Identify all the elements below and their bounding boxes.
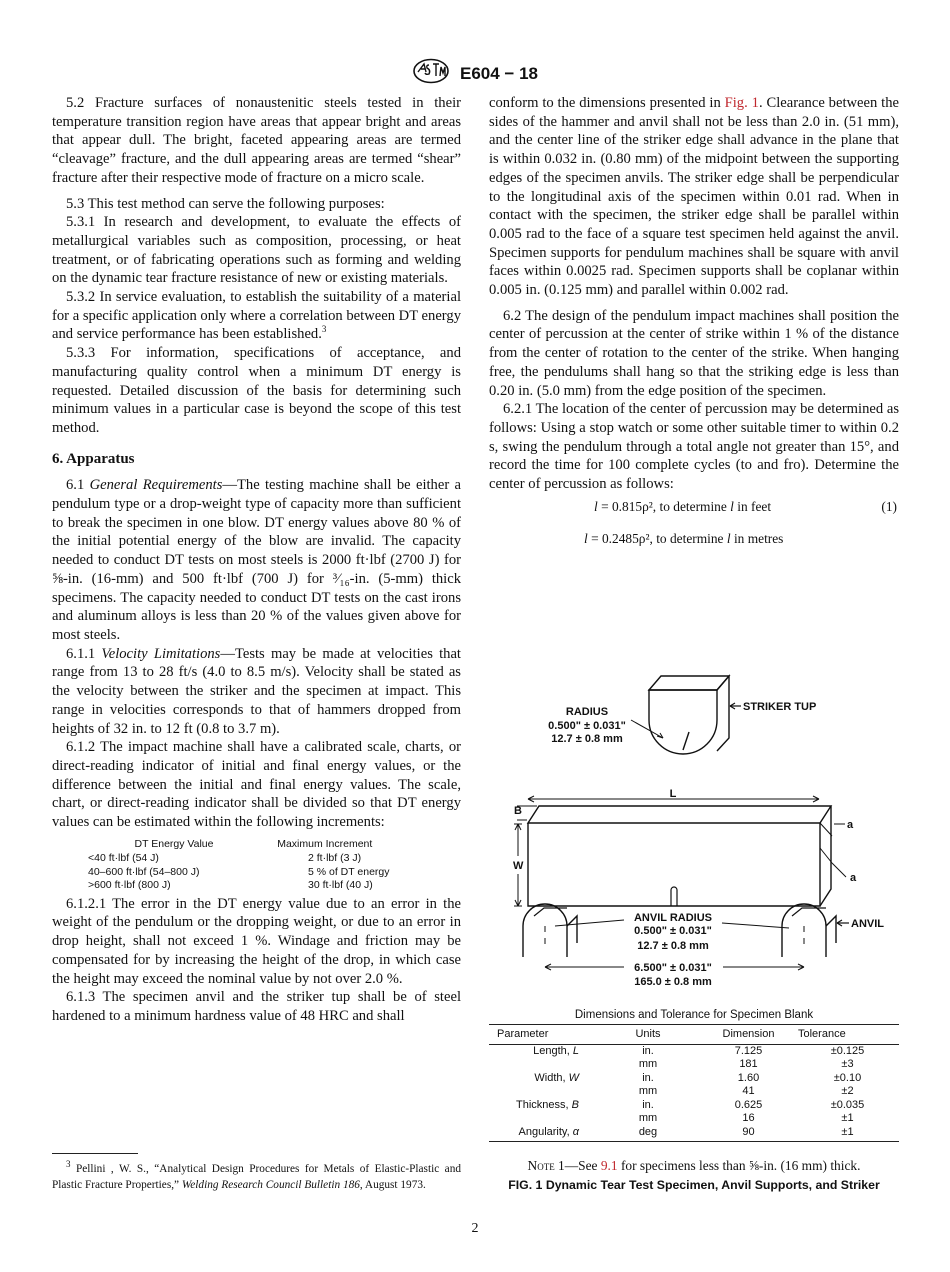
dims-param-text: Thickness, bbox=[516, 1098, 572, 1111]
width-symbol: W bbox=[513, 860, 524, 872]
table-row bbox=[489, 1126, 899, 1142]
span-in-label: 6.500" ± 0.031" bbox=[634, 962, 712, 974]
section-6-1-1-title: Velocity Limitations bbox=[101, 645, 221, 662]
striker-tup-drawing bbox=[631, 676, 741, 754]
equation-2 bbox=[489, 526, 899, 558]
section-heading-apparatus: 6. Apparatus bbox=[52, 450, 135, 467]
section-5-2: 5.2 Fracture surfaces of nonaustenitic steels tested in their temperature transition region have areas that appear bright and areas that appear dull. The bright, faceted appearing areas are termed “cleavage” fracture, and the dull appearing areas are termed “shear” fracture after their respective mode of fracture on a micro scale. bbox=[52, 95, 461, 186]
table-row bbox=[88, 879, 390, 893]
equation-expression: = 0.2485ρ², to determine bbox=[587, 530, 727, 546]
table-row bbox=[489, 1112, 899, 1126]
increment-value: 40–600 ft·lbf (54–800 J) bbox=[88, 865, 200, 878]
section-6-1-3-continued bbox=[489, 94, 899, 300]
dims-param bbox=[489, 1072, 595, 1086]
footnote bbox=[52, 1159, 461, 1193]
left-column bbox=[52, 94, 461, 1026]
dims-param bbox=[489, 1058, 595, 1072]
footnote-divider bbox=[52, 1153, 138, 1154]
right-column bbox=[489, 94, 899, 558]
increments-header-inc: Maximum Increment bbox=[277, 837, 373, 850]
dims-param bbox=[489, 1099, 595, 1113]
anvil-radius-mm-label: 12.7 ± 0.8 mm bbox=[637, 940, 709, 952]
table-row bbox=[88, 852, 390, 866]
dims-unit: in. bbox=[642, 1071, 654, 1084]
section-6-1-3: 6.1.3 The specimen anvil and the striker tup shall be of steel hardened to a minimum hardness value of 48 HRC and shall bbox=[52, 989, 461, 1024]
figure-note bbox=[489, 1158, 899, 1174]
dims-param bbox=[489, 1126, 595, 1142]
angularity-symbol-side: a bbox=[850, 872, 857, 884]
dims-unit: deg bbox=[595, 1126, 701, 1142]
dims-param bbox=[489, 1112, 595, 1126]
dims-tolerance: ±2 bbox=[841, 1085, 854, 1097]
equation-variable: l bbox=[726, 530, 731, 546]
dims-unit: in. bbox=[642, 1044, 654, 1057]
dims-unit: mm bbox=[638, 1112, 658, 1124]
dims-table-title: Dimensions and Tolerance for Specimen Blank bbox=[574, 1009, 814, 1021]
dims-dimension: 1.60 bbox=[737, 1071, 760, 1084]
angularity-symbol-top: a bbox=[847, 819, 854, 831]
section-6-1 bbox=[52, 476, 461, 644]
section-5-3-1: 5.3.1 In research and development, to evaluate the effects of metallurgical variables such as composition, processing, or heat treatment, or of fabricating operations such as forming and welding on the dynamic tear fracture resistance of new or existing materials. bbox=[52, 214, 461, 287]
figure-1-drawing bbox=[489, 658, 899, 1010]
left-anvil-drawing bbox=[523, 904, 577, 957]
section-6-2-1: 6.2.1 The location of the center of percussion may be determined as follows: Using a stop watch or some other suitable timer to within 0.2 s, swing the pendulum through a total angle not greater than 15°, and record the time for 100 complete cycles (to and fro). Determine the center of percussion as follows: bbox=[489, 401, 899, 493]
section-6-1-1-text: —Tests may be made at velocities that range from 13 to 28 ft/s (4.0 to 8.5 m/s). Velocity shall be stated as the velocity between the striker and the specimen at impact. This range in velocities corresponds to that of hammers dropped from heights of 32 in. to 12 ft (0.8 to 3.7 m). bbox=[52, 645, 461, 737]
radius-label: RADIUS bbox=[565, 706, 609, 718]
radius-mm-label: 12.7 ± 0.8 mm bbox=[551, 733, 623, 745]
increment-max: 30 ft·lbf (40 J) bbox=[308, 879, 373, 892]
equation-unit: in feet bbox=[733, 498, 772, 514]
standard-designation: E604 − 18 bbox=[460, 63, 538, 83]
striker-tup-label: STRIKER TUP bbox=[743, 701, 817, 713]
section-6-1-number: 6.1 bbox=[66, 477, 90, 494]
radius-in-label: 0.500" ± 0.031" bbox=[548, 720, 626, 732]
dims-dimension: 41 bbox=[742, 1085, 755, 1097]
section-6-1-3-cont-text-b: . Clearance between the sides of the hammer and anvil shall not be less than 2.0 in. (51 mm), and the center line of the striker edge shall advance in the plane that is within 0.032 in. (0.80 mm) of the midpoint between the supporting edges of the specimen anvils. The striker edge shall be perpendicular to the longitudinal axis of the specimen within 0.01 rad. When in contact with the specimen, the striker edge shall be parallel within 0.005 rad to the face of a square test specimen held against the anvil. Specimen supports for pendulum machines shall be square with anvil faces within 0.0025 rad. Specimen supports shall be coplanar within 0.005 in. (0.125 mm) and parallel within 0.002 rad. bbox=[489, 95, 900, 299]
dims-tolerance: ±0.035 bbox=[830, 1098, 865, 1111]
length-symbol: L bbox=[669, 788, 677, 800]
section-6-1-text: —The testing machine shall be either a pendulum type or a drop-weight type of capacity more than sufficient to break the specimen in one blow. DT energy values above 80 % of the initial potential energy of the blow are invalid. The capacity needed to conduct DT tests on most steels is 2000 ft·lbf (2700 J) for ⅝-in. (16-mm) and 500 ft·lbf (700 J) for ³⁄₁₆-in. (5-mm) thick specimens. The capacity needed to conduct DT tests on the cast irons and aluminum alloys is less than 20 % of the values given above for most steels. bbox=[52, 477, 461, 643]
dims-tolerance: ±0.125 bbox=[830, 1044, 865, 1057]
section-9-1-link[interactable]: 9.1 bbox=[600, 1158, 618, 1173]
table-row bbox=[489, 1085, 899, 1099]
footnote-date: , August 1973. bbox=[359, 1178, 426, 1191]
section-5-3-2-text: 5.3.2 In service evaluation, to establish the suitability of a material for a specific application only where a correlation between DT energy and service performance has been established. bbox=[52, 289, 461, 343]
page-header bbox=[0, 58, 950, 89]
section-5-3-2 bbox=[52, 288, 461, 344]
dims-header-units: Units bbox=[595, 1025, 701, 1045]
table-row bbox=[489, 1044, 899, 1058]
increment-max: 2 ft·lbf (3 J) bbox=[308, 852, 362, 865]
dims-dimension: 181 bbox=[739, 1058, 758, 1070]
dims-param-text: Width, bbox=[534, 1071, 569, 1084]
dims-param bbox=[489, 1044, 595, 1058]
note-label: Note 1 bbox=[527, 1158, 565, 1173]
dims-header-dimension: Dimension bbox=[701, 1025, 796, 1045]
dims-dimension: 7.125 bbox=[734, 1044, 763, 1057]
astm-logo-icon bbox=[412, 58, 450, 89]
dims-param-symbol: W bbox=[568, 1071, 579, 1084]
table-row bbox=[88, 866, 390, 880]
figure-caption: FIG. 1 Dynamic Tear Test Specimen, Anvil Supports, and Striker bbox=[508, 1178, 880, 1192]
dims-tolerance: ±0.10 bbox=[833, 1071, 862, 1084]
section-5-3: 5.3 This test method can serve the following purposes: bbox=[66, 195, 385, 212]
section-6-1-2: 6.1.2 The impact machine shall have a calibrated scale, charts, or direct-reading indicator of initial and final energy values, or the difference between the initial and final energy values. The scale, chart, or direct-reading indicator shall be divided so that DT energy values can be estimated within the following increments: bbox=[52, 739, 461, 831]
equation-variable: l bbox=[594, 498, 598, 514]
table-row bbox=[489, 1058, 899, 1072]
dims-header-tolerance: Tolerance bbox=[796, 1025, 899, 1045]
equation-variable: l bbox=[584, 530, 588, 546]
anvil-radius-in-label: 0.500" ± 0.031" bbox=[634, 925, 712, 937]
section-6-1-3-cont-text: conform to the dimensions presented in bbox=[489, 95, 725, 111]
dims-unit: in. bbox=[642, 1098, 654, 1111]
thickness-symbol: B bbox=[514, 805, 522, 817]
dims-unit: mm bbox=[638, 1058, 658, 1070]
increment-value: <40 ft·lbf (54 J) bbox=[88, 852, 159, 865]
span-mm-label: 165.0 ± 0.8 mm bbox=[634, 976, 712, 988]
table-row bbox=[489, 1099, 899, 1113]
section-5-3-3: 5.3.3 For information, specifications of acceptance, and manufacturing quality control when a minimum DT energy is requested. Detailed discussion of the basis for determining such minimum values in a particular case is beyond the scope of this test method. bbox=[52, 345, 461, 436]
specimen-block-drawing bbox=[528, 806, 832, 906]
equation-unit: in metres bbox=[730, 530, 784, 546]
dims-tolerance: ±1 bbox=[796, 1126, 899, 1142]
increments-table bbox=[88, 838, 390, 893]
note-text: —See bbox=[564, 1158, 601, 1173]
anvil-radius-label: ANVIL RADIUS bbox=[633, 912, 713, 924]
dims-tolerance: ±1 bbox=[841, 1112, 854, 1124]
right-anvil-drawing bbox=[782, 904, 836, 957]
dims-header-parameter: Parameter bbox=[489, 1025, 595, 1045]
dims-param-symbol: B bbox=[571, 1098, 579, 1111]
fig-1-link[interactable]: Fig. 1 bbox=[724, 95, 759, 111]
table-row bbox=[489, 1072, 899, 1086]
increments-header-value: DT Energy Value bbox=[134, 837, 214, 850]
increment-max: 5 % of DT energy bbox=[308, 865, 390, 878]
footnote-source: Welding Research Council Bulletin 186 bbox=[181, 1178, 360, 1191]
dims-tolerance: ±3 bbox=[841, 1058, 854, 1070]
section-6-2: 6.2 The design of the pendulum impact machines shall position the center of percussion at the center of strike within 1 % of the distance from the center of rotation to the center of the strike. When hanging free, the pendulums shall hang so that the striking edge is less than 0.20 in. (5.0 mm) from the edge position of the specimen. bbox=[489, 307, 899, 399]
section-6-1-1-number: 6.1.1 bbox=[66, 645, 102, 662]
equation-1 bbox=[489, 494, 899, 526]
dims-param-symbol: L bbox=[572, 1044, 579, 1057]
section-6-1-2-1: 6.1.2.1 The error in the DT energy value due to an error in the weight of the pendulum or the dropping weight, or due to an error in drop height, shall not exceed 1 %. Windage and friction may be compensated for by increasing the height of the drop, in which case the height may exceed the nominal value by not over 2.0 %. bbox=[52, 895, 461, 987]
dims-dimension: 90 bbox=[701, 1126, 796, 1142]
dims-dimension: 16 bbox=[742, 1112, 755, 1124]
dims-param-text: Angularity, bbox=[518, 1125, 573, 1138]
footnote-text: Pellini , W. S., “Analytical Design Procedures for Metals of Elastic-Plastic and Plastic Fracture Properties,” bbox=[52, 1163, 461, 1191]
equation-number: (1) bbox=[881, 498, 897, 514]
dims-param-symbol: α bbox=[572, 1125, 579, 1138]
anvil-label: ANVIL bbox=[851, 918, 884, 930]
note-text-b: for specimens less than ⅝-in. (16 mm) thick. bbox=[617, 1158, 861, 1173]
increment-value: >600 ft·lbf (800 J) bbox=[88, 879, 171, 892]
equation-variable: l bbox=[730, 498, 734, 514]
dims-table-header-row bbox=[489, 1025, 899, 1045]
footnote-ref[interactable]: 3 bbox=[321, 324, 327, 335]
footnote-mark: 3 bbox=[66, 1159, 71, 1170]
page-number: 2 bbox=[471, 1221, 479, 1236]
dims-param-text: Length, bbox=[533, 1044, 573, 1057]
dims-param bbox=[489, 1085, 595, 1099]
dims-unit: mm bbox=[638, 1085, 658, 1097]
section-6-1-title: General Requirements bbox=[89, 477, 223, 494]
dims-dimension: 0.625 bbox=[734, 1098, 763, 1111]
equation-expression: = 0.815ρ², to determine bbox=[597, 498, 731, 514]
dims-table bbox=[489, 1024, 899, 1142]
section-6-1-1 bbox=[52, 645, 461, 739]
